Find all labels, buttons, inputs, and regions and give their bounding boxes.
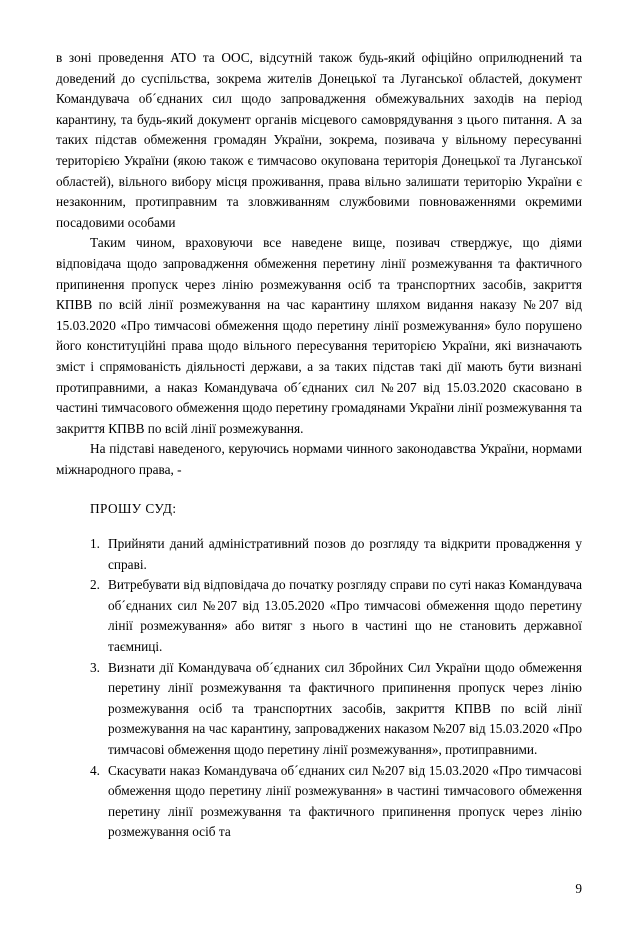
paragraph-conclusion: Таким чином, враховуючи все наведене вище, позивач стверджує, що діями відповідача щодо запровадження обмеження перетину лінії розмежування та фактичного припинення пропуск через лінію розмежування осіб та транспортних засобів, закриття КПВВ по всій лінії розмежування на час карантину шляхом видання наказу №207 від 15.03.2020 «Про тимчасові обмеження щодо перетину лінії розмежування» було порушено його конституційні права щодо вільного пересування територією України, які визначають зміст і спрямованість діяльності держави, а за таких підстав такі дії мають бути визнані протиправними, а наказ Командувача об´єднаних сил №207 від 15.03.2020 скасовано в частині тимчасового обмеження щодо перетину громадянами України лінії розмежування та закриття КПВВ по всій лінії розмежування. xyxy=(56,235,582,436)
list-item: Скасувати наказ Командувача об´єднаних сил №207 від 15.03.2020 «Про тимчасові обмеження щодо перетину лінії розмежування» в частині тимчасового обмеження перетину лінії розмежування та фактичного припинення пропуск через лінію розмежування осіб та xyxy=(108,762,582,840)
page-number: 9 xyxy=(575,881,582,896)
list-item: Прийняти даний адміністративний позов до розгляду та відкрити провадження у справі. xyxy=(108,536,582,572)
request-list xyxy=(56,534,582,843)
list-item: Витребувати від відповідача до початку розгляду справи по суті наказ Командувача об´єднаних сил №207 від 13.05.2020 «Про тимчасові обмеження щодо перетину лінії розмежування» або витяг з нього в частині що не становить державної таємниці. xyxy=(108,577,582,655)
paragraph-continuation: в зоні проведення АТО та ООС, відсутній також будь-який офіційно оприлюднений та доведений до суспільства, зокрема жителів Донецької та Луганської областей, документ Командувача об´єднаних сил щодо запровадження обмежувальних заходів на період карантину, та будь-який документ органів місцевого самоврядування з цього питання. А за таких підстав обмеження громадян України, зокрема, позивача у вільному пересуванні територією України (якою також є тимчасово окупована територія Донецької та Луганської областей), вільного вибору місця проживання, права вільно залишати територію України є незаконним, протиправним та зловживанням службовими повноваженнями окремими посадовими особами xyxy=(56,50,582,230)
document-body xyxy=(56,48,582,843)
paragraph-legal-basis: На підставі наведеного, керуючись нормами чинного законодавства України, нормами міжнародного права, - xyxy=(56,441,582,477)
request-heading: ПРОШУ СУД: xyxy=(90,501,177,517)
list-item: Визнати дії Командувача об´єднаних сил Збройних Сил України щодо обмеження перетину лінії розмежування та фактичного припинення пропуск через лінію розмежування осіб та транспортних засобів, закриття КПВВ по всій лінії розмежування на час карантину, запроваджених наказом №207 від 15.03.2020 «Про тимчасові обмеження щодо перетину лінії розмежування», протиправними. xyxy=(108,659,582,757)
